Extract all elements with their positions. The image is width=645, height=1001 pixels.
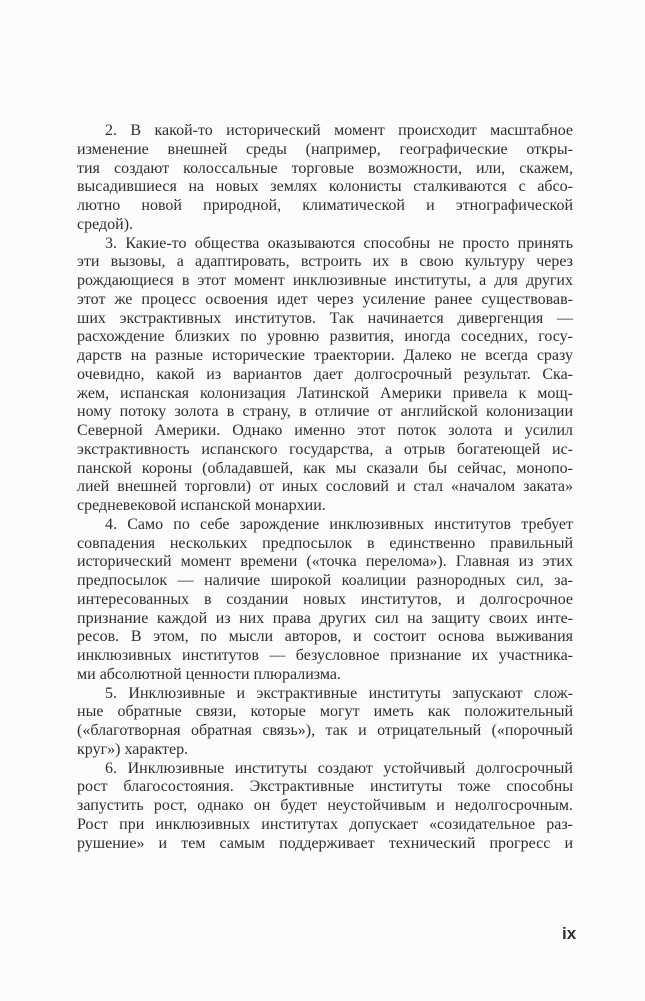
text-line: признание каждой из них права других сил на защиту своих инте- [77, 609, 573, 627]
paragraph [77, 516, 573, 685]
text-line: совпадения нескольких предпосылок в единственно правильный [77, 534, 573, 552]
page-number: ix [562, 924, 577, 943]
text-line: жем, испанская колонизация Латинской Америки привела к мощ- [77, 384, 573, 402]
text-line: 4. Само по себе зарождение инклюзивных институтов требует [105, 515, 573, 533]
page-body-text [77, 122, 573, 853]
text-line: средой). [77, 215, 134, 233]
text-line: панской короны (обладавшей, как мы сказали бы сейчас, монопо- [77, 459, 573, 477]
text-line: высадившиеся на новых землях колонисты сталкиваются с абсо- [77, 178, 573, 196]
text-line: рушение» и тем самым поддерживает технический прогресс и [77, 834, 573, 852]
text-line: тия создают колоссальные торговые возможности, или, скажем, [77, 159, 573, 177]
paragraph [77, 235, 573, 516]
text-line: очевидно, какой из вариантов дает долгосрочный результат. Ска- [77, 365, 573, 383]
text-line: ресов. В этом, по мысли авторов, и состоит основа выживания [77, 628, 573, 646]
text-line: дарств на разные исторические траектории. Далеко не всегда сразу [77, 347, 573, 364]
text-line: этот же процесс освоения идет через усиление ранее существовав- [77, 290, 573, 308]
text-line: расхождение близких по уровню развития, иногда соседних, госу- [77, 328, 573, 346]
text-line: ному потоку золота в страну, в отличие от английской колонизации [77, 403, 573, 421]
text-line: средневековой испанской монархии. [77, 497, 326, 514]
paragraph [77, 685, 573, 760]
paragraph [77, 122, 573, 235]
text-line: («благотворная обратная связь»), так и отрицательный («порочный [77, 722, 573, 739]
text-line: изменение внешней среды (например, географические откры- [77, 140, 573, 158]
text-line: эти вызовы, а адаптировать, встроить их в свою культуру через [77, 253, 573, 271]
text-line: Рост при инклюзивных институтах допускает «созидательное раз- [77, 815, 573, 833]
text-line: 3. Какие-то общества оказываются способны не просто принять [105, 234, 573, 252]
text-line: 6. Инклюзивные институты создают устойчивый долгосрочный [105, 759, 573, 777]
text-line: рождающиеся в этот момент инклюзивные институты, а для других [77, 272, 573, 289]
text-line: исторический момент времени («точка перелома»). Главная из этих [77, 553, 573, 571]
text-line: лией внешней торговли) от иных сословий и стал «началом заката» [77, 478, 573, 496]
text-line: интересованных в создании новых институтов, и долгосрочное [77, 590, 573, 608]
text-line: предпосылок — наличие широкой коалиции разнородных сил, за- [77, 572, 573, 589]
paragraph [77, 760, 573, 854]
text-line: Северной Америки. Однако именно этот поток золота и усилил [77, 422, 573, 439]
text-line: запустить рост, однако он будет неустойчивым и недолгосрочным. [77, 797, 573, 814]
text-line: инклюзивных институтов — безусловное признание их участника- [77, 647, 573, 664]
text-line: ные обратные связи, которые могут иметь как положительный [77, 703, 573, 721]
text-line: лютно новой природной, климатической и этнографической [77, 197, 573, 214]
text-line: рост благосостояния. Экстрактивные институты тоже способны [77, 778, 573, 796]
text-line: 2. В какой-то исторический момент происходит масштабное [105, 122, 573, 139]
text-line: экстрактивность испанского государства, а отрыв богатеющей ис- [77, 440, 573, 458]
text-line: 5. Инклюзивные и экстрактивные институты запускают слож- [105, 684, 573, 702]
text-line: ми абсолютной ценности плюрализма. [77, 665, 342, 683]
text-line: ших экстрактивных институтов. Так начинается дивергенция — [77, 309, 573, 327]
text-line: круг») характер. [77, 740, 189, 758]
